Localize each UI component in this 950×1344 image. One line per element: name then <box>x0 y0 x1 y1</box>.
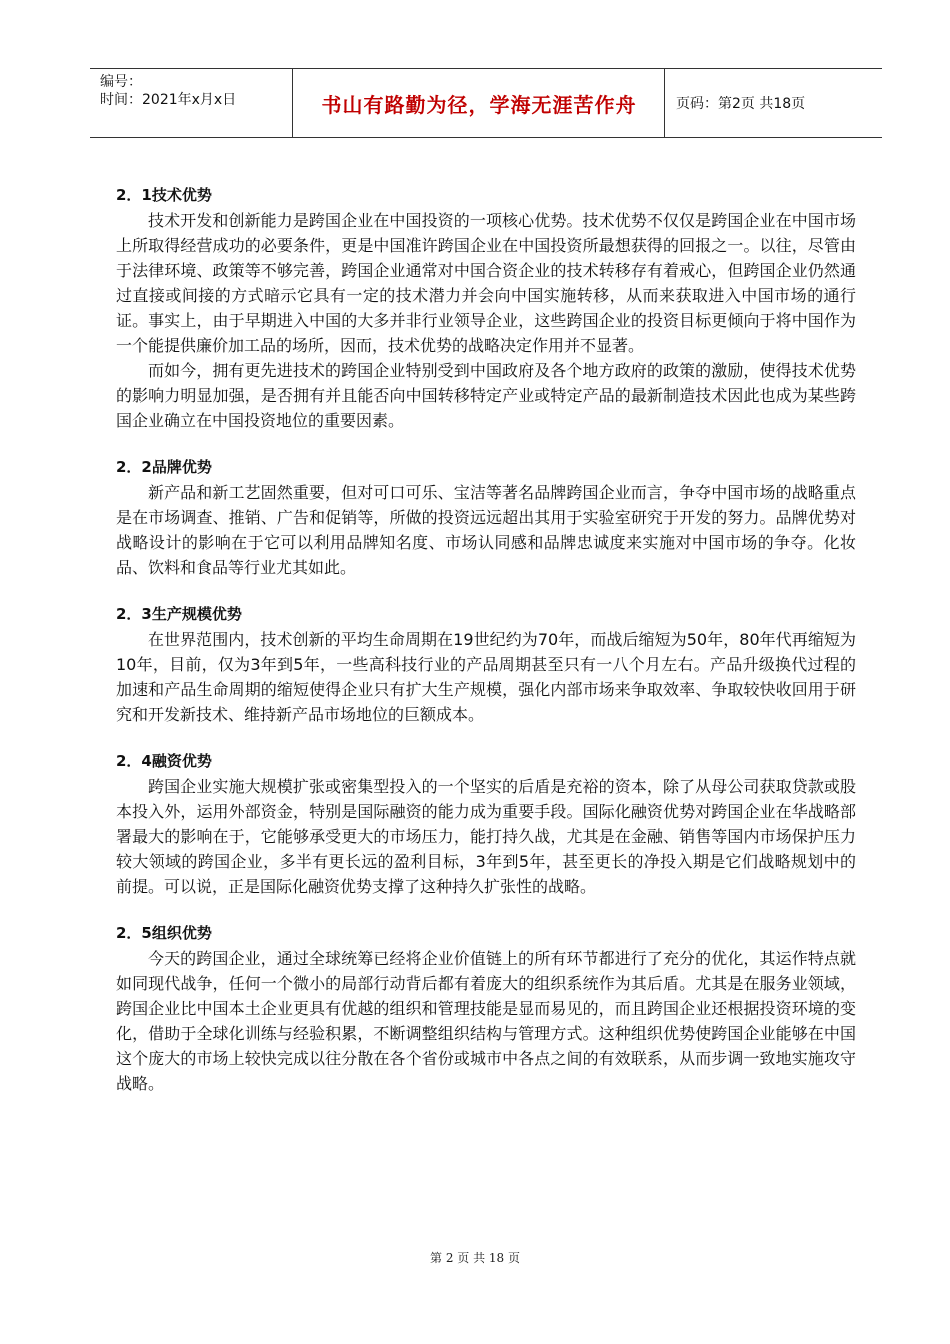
section-organization-advantage <box>116 920 856 1096</box>
paragraph: 在世界范围内，技术创新的平均生命周期在19世纪约为70年，而战后缩短为50年，80年代再缩短为10年，目前，仅为3年到5年，一些高科技行业的产品周期甚至只有一八个月左右。产品升级换代过程的加速和产品生命周期的缩短使得企业只有扩大生产规模，强化内部市场来争取效率、争取较快收回用于研究和开发新技术、维持新产品市场地位的巨额成本。 <box>116 630 856 724</box>
section-title: 2．1技术优势 <box>116 186 212 204</box>
section-financing-advantage <box>116 748 856 899</box>
header-page-cell <box>666 69 882 137</box>
section-scale-advantage <box>116 601 856 727</box>
header-page-info: 页码：第2页 共18页 <box>676 96 806 112</box>
section-title: 2．5组织优势 <box>116 924 212 942</box>
paragraph: 而如今，拥有更先进技术的跨国企业特别受到中国政府及各个地方政府的政策的激励，使得技术优势的影响力明显加强，是否拥有并且能否向中国转移特定产业或特定产品的最新制造技术因此也成为某些跨国企业确立在中国投资地位的重要因素。 <box>116 361 856 430</box>
section-title: 2．4融资优势 <box>116 752 212 770</box>
section-title: 2．3生产规模优势 <box>116 605 242 623</box>
paragraph: 今天的跨国企业，通过全球统筹已经将企业价值链上的所有环节都进行了充分的优化，其运作特点就如同现代战争，任何一个微小的局部行动背后都有着庞大的组织系统作为其后盾。尤其是在服务业领域，跨国企业比中国本土企业更具有优越的组织和管理技能是显而易见的，而且跨国企业还根据投资环境的变化，借助于全球化训练与经验积累，不断调整组织结构与管理方式。这种组织优势使跨国企业能够在中国这个庞大的市场上较快完成以往分散在各个省份或城市中各点之间的有效联系，从而步调一致地实施攻守战略。 <box>116 949 856 1093</box>
section-tech-advantage <box>116 182 856 433</box>
header-left-cell <box>90 69 293 137</box>
paragraph: 新产品和新工艺固然重要，但对可口可乐、宝洁等著名品牌跨国企业而言，争夺中国市场的战略重点是在市场调查、推销、广告和促销等，所做的投资远远超出其用于实验室研究于开发的努力。品牌优势对战略设计的影响在于它可以利用品牌知名度、市场认同感和品牌忠诚度来实施对中国市场的争夺。化妆品、饮料和食品等行业尤其如此。 <box>116 483 856 577</box>
header-motto-cell <box>294 69 665 137</box>
serial-number-label: 编号： <box>100 74 142 90</box>
document-body <box>116 182 856 1117</box>
section-brand-advantage <box>116 454 856 580</box>
page-footer: 第 2 页 共 18 页 <box>430 1251 520 1265</box>
paragraph: 跨国企业实施大规模扩张或密集型投入的一个坚实的后盾是充裕的资本，除了从母公司获取贷款或股本投入外，运用外部资金，特别是国际融资的能力成为重要手段。国际化融资优势对跨国企业在华战略部署最大的影响在于，它能够承受更大的市场压力，能打持久战，尤其是在金融、销售等国内市场保护压力较大领域的跨国企业，多半有更长远的盈利目标，3年到5年，甚至更长的净投入期是它们战略规划中的前提。可以说，正是国际化融资优势支撑了这种持久扩张性的战略。 <box>116 777 856 896</box>
header-motto: 书山有路勤为径，学海无涯苦作舟 <box>321 92 637 117</box>
time-label: 时间：2021年x月x日 <box>100 92 237 108</box>
page-header <box>90 68 882 138</box>
section-title: 2．2品牌优势 <box>116 458 212 476</box>
paragraph: 技术开发和创新能力是跨国企业在中国投资的一项核心优势。技术优势不仅仅是跨国企业在中国市场上所取得经营成功的必要条件，更是中国准许跨国企业在中国投资所最想获得的回报之一。以往，尽管由于法律环境、政策等不够完善，跨国企业通常对中国合资企业的技术转移存有着戒心，但跨国企业仍然通过直接或间接的方式暗示它具有一定的技术潜力并会向中国实施转移，从而来获取进入中国市场的通行证。事实上，由于早期进入中国的大多并非行业领导企业，这些跨国企业的投资目标更倾向于将中国作为一个能提供廉价加工品的场所，因而，技术优势的战略决定作用并不显著。 <box>116 211 856 355</box>
